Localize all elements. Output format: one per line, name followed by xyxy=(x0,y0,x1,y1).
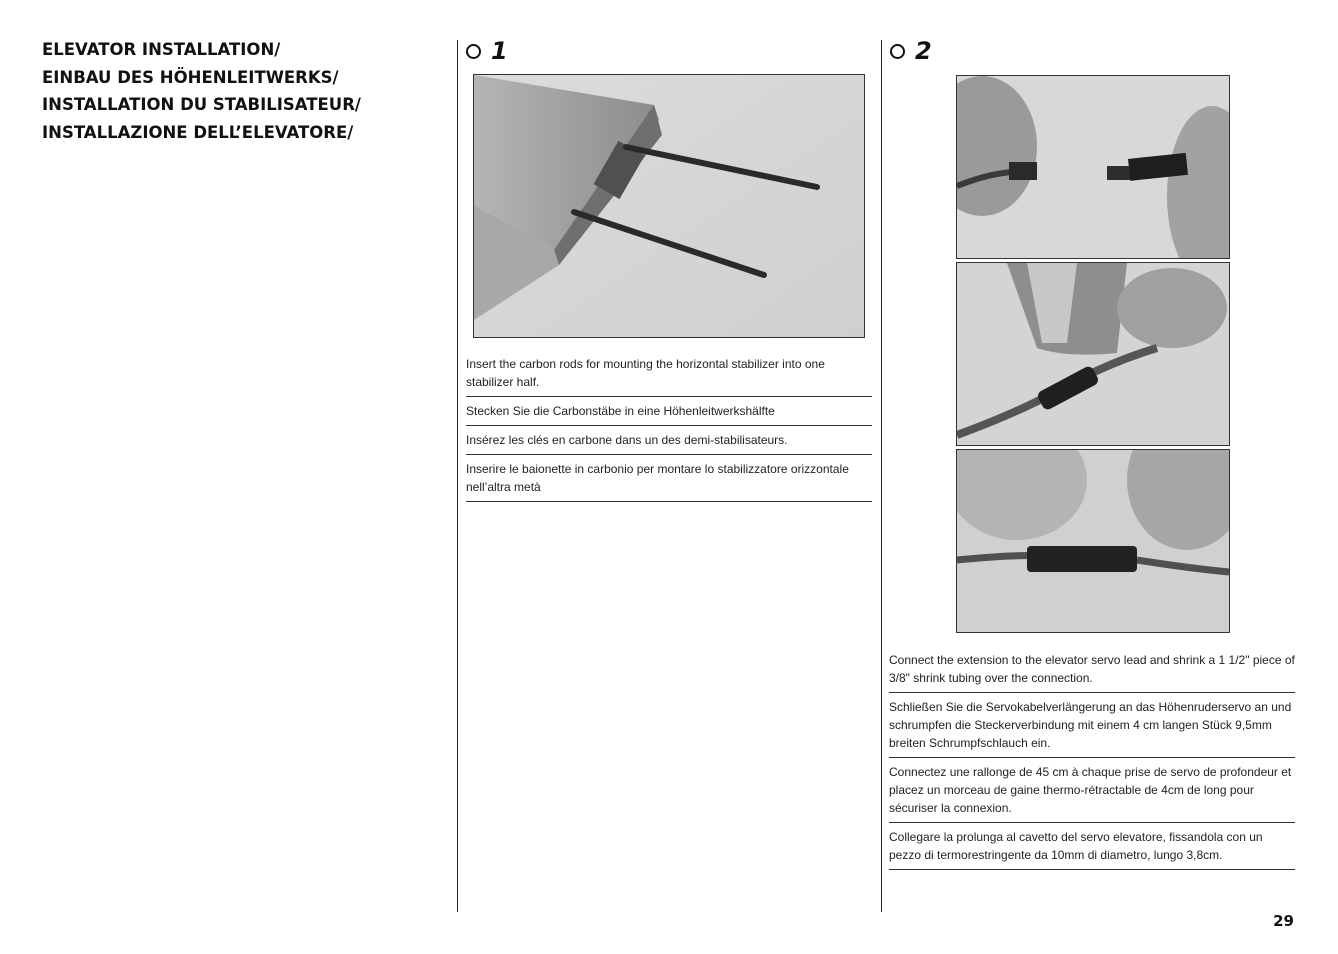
title-line-en: ELEVATOR INSTALLATION/ xyxy=(42,40,281,59)
step-1-photo xyxy=(473,74,865,338)
step-2-instruction-it: Collegare la prolunga al cavetto del servo elevatore, fissandola con un pezzo di termorestringente da 10mm di diametro, lungo 3,8cm. xyxy=(889,823,1295,870)
step-2-checkbox-icon[interactable] xyxy=(890,44,905,59)
step-2-instructions xyxy=(889,646,1295,870)
title-line-fr: INSTALLATION DU STABILISATEUR/ xyxy=(42,95,361,114)
step-2-instruction-de: Schließen Sie die Servokabelverlängerung an das Höhenruderservo an und schrumpfen die Steckerverbindung mit einem 4 cm langen Stück 9,5mm breiten Schrumpfschlauch ein. xyxy=(889,693,1295,758)
step-1-header xyxy=(466,36,508,66)
step-1-instruction-en: Insert the carbon rods for mounting the horizontal stabilizer into one stabilizer half. xyxy=(466,350,872,397)
step-1-checkbox-icon[interactable] xyxy=(466,44,481,59)
step-2-photo-1 xyxy=(956,75,1230,259)
column-divider-1 xyxy=(457,40,458,912)
step-2-number: 2 xyxy=(915,37,932,65)
step-1-number: 1 xyxy=(491,37,508,65)
step-2-instruction-en: Connect the extension to the elevator servo lead and shrink a 1 1/2" piece of 3/8" shrink tubing over the connection. xyxy=(889,646,1295,693)
step-2-photo-2 xyxy=(956,262,1230,446)
page-number: 29 xyxy=(1273,912,1294,930)
title-line-de: EINBAU DES HÖHENLEITWERKS/ xyxy=(42,67,339,87)
step-1-instructions xyxy=(466,350,872,502)
section-title xyxy=(42,36,422,146)
title-line-it: INSTALLAZIONE DELL’ELEVATORE/ xyxy=(42,122,354,142)
step-2-header xyxy=(890,36,932,66)
step-1-instruction-de: Stecken Sie die Carbonstäbe in eine Höhenleitwerkshälfte xyxy=(466,397,872,426)
step-1-instruction-it: Inserire le baionette in carbonio per montare lo stabilizzatore orizzontale nell’altra metà xyxy=(466,455,872,502)
step-2-instruction-fr: Connectez une rallonge de 45 cm à chaque prise de servo de profondeur et placez un morceau de gaine thermo-rétractable de 4cm de long pour sécuriser la connexion. xyxy=(889,758,1295,823)
column-divider-2 xyxy=(881,40,882,912)
step-1-instruction-fr: Insérez les clés en carbone dans un des demi-stabilisateurs. xyxy=(466,426,872,455)
step-2-photo-3 xyxy=(956,449,1230,633)
